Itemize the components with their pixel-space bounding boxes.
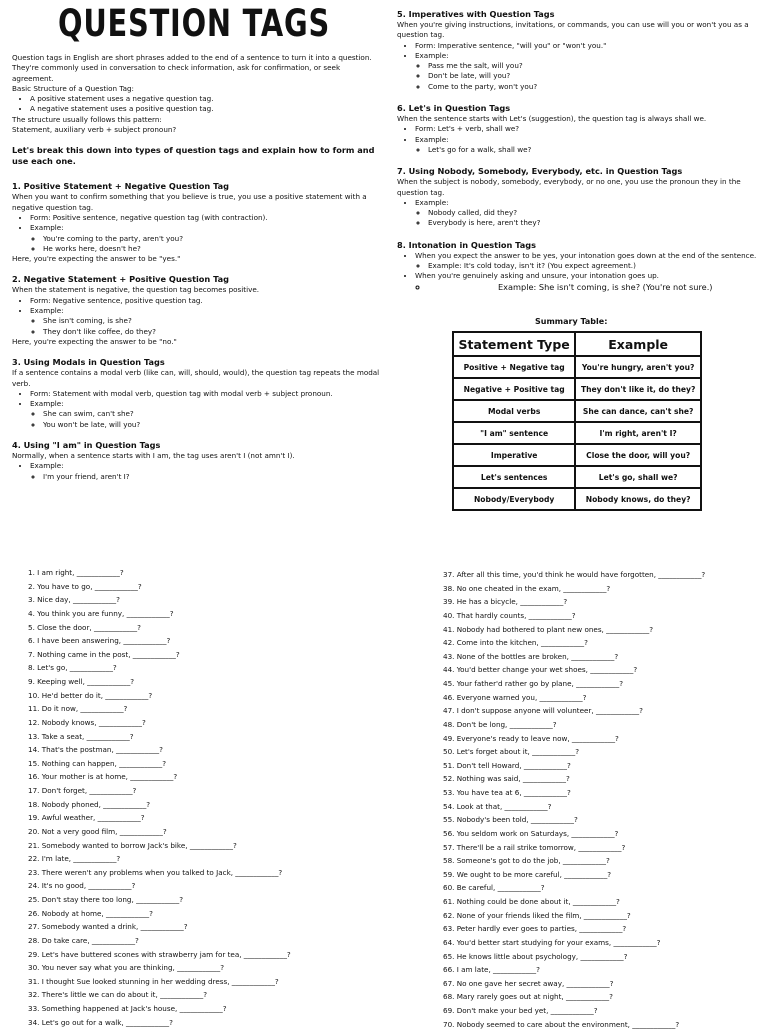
table-cell: Close the door, will you? [575,444,701,466]
exercise-item: 26. Nobody at home, ____________? [28,908,153,918]
exercise-item: 69. Don't make your bed yet, ____________? [443,1006,598,1015]
section-note: Here, you're expecting the answer to be "no." [12,336,177,346]
example-label [30,223,380,254]
example-item: ◦ Example: It's cold today, isn't it? (You expect agreement.) [428,261,762,271]
exercise-item: 44. You'd better change your wet shoes, ____________? [443,665,638,675]
table-row [453,422,701,444]
list-item: • A negative statement uses a positive question tag. [30,104,380,114]
example-list [415,61,762,92]
exercise-item: 39. He has a bicycle, ____________? [443,597,568,607]
section-description: When you're giving instructions, invitations, or commands, you can use will you or won't you as a question tag. [397,20,749,40]
table-cell: Let's sentences [453,466,575,488]
list-item [415,251,762,272]
exercise-item: 41. Nobody had bothered to plant new ones, ____________? [443,624,654,634]
table-cell: Imperative [453,444,575,466]
exercise-list-left [28,566,291,1029]
example-text: Example: [415,134,449,144]
example-item: ◦ He works here, doesn't he? [43,244,380,254]
section-description: When the subject is nobody, somebody, everybody, or no one, you use the pronoun they in the question tag. [397,177,741,197]
exercise-item: 65. He knows little about psychology, ____________? [443,951,628,961]
exercise-item: 18. Nobody phoned, ____________? [28,799,151,809]
exercise-item: 24. It's no good, ____________? [28,881,136,891]
exercise-item: 67. No one gave her secret away, ____________? [443,978,614,988]
table-cell: Negative + Positive tag [453,378,575,400]
table-row [453,444,701,466]
example-text: Example: [30,223,64,233]
form-item: • Form: Statement with modal verb, question tag with modal verb + subject pronoun. [30,389,380,399]
left-column [12,53,380,482]
example-text: Example: [415,197,449,207]
exercise-item: 13. Take a seat, ____________? [28,731,134,741]
section-list [12,213,380,254]
exercise-item: 9. Keeping well, ____________? [28,677,135,686]
example-item: ◦ Nobody called, did they? [428,208,762,218]
example-label [30,306,380,337]
section-heading-7: 7. Using Nobody, Somebody, Everybody, etc. in Question Tags [397,166,683,177]
exercise-item: 8. Let's go, ____________? [28,663,117,673]
table-header-cell: Statement Type [453,332,575,356]
exercise-item: 38. No one cheated in the exam, ____________? [443,583,611,593]
exercise-item: 59. We ought to be more careful, ____________? [443,869,612,879]
table-header-cell: Example [575,332,701,356]
form-item: • Form: Let's + verb, shall we? [415,124,762,134]
example-item: ◦ Let's go for a walk, shall we? [428,145,762,155]
exercise-item: 3. Nice day, ____________? [28,595,120,605]
section-heading-1: 1. Positive Statement + Negative Question Tag [12,181,230,192]
table-cell: Nobody/Everybody [453,488,575,510]
intonation-down-text: When you expect the answer to be yes, your intonation goes down at the end of the sentence. [415,250,757,260]
example-item: ◦ Everybody is here, aren't they? [428,218,762,228]
section-description: When the statement is negative, the question tag becomes positive. [12,285,260,295]
exercise-item: 7. Nothing came in the post, ____________? [28,649,180,659]
exercise-item: 43. None of the bottles are broken, ____________? [443,651,619,661]
exercise-item: 54. Look at that, ____________? [443,801,552,811]
example-item: ◦ She can swim, can't she? [43,409,380,419]
exercise-item: 48. Don't be long, ____________? [443,719,557,729]
example-list [30,234,380,255]
exercise-item: 19. Awful weather, ____________? [28,813,145,823]
exercise-item: 23. There weren't any problems when you talked to Jack, ____________? [28,867,283,877]
table-cell: Positive + Negative tag [453,356,575,378]
exercise-item: 30. You never say what you are thinking, ____________? [28,963,225,973]
exercise-item: 15. Nothing can happen, ____________? [28,758,167,768]
exercise-item: 52. Nothing was said, ____________? [443,774,570,784]
exercise-item: 55. Nobody's been told, ____________? [443,815,578,825]
example-text: Example: [30,399,64,409]
exercise-item: 46. Everyone warned you, ____________? [443,692,587,702]
example-item: ◦ You won't be late, will you? [43,420,380,430]
example-list [415,261,762,271]
example-item: ◦ Don't be late, will you? [428,71,762,81]
exercise-item: 60. Be careful, ____________? [443,883,545,893]
summary-caption: Summary Table: [535,317,608,326]
right-column [397,9,762,292]
exercise-item: 17. Don't forget, ____________? [28,786,137,795]
example-list [30,409,380,430]
pattern-formula: Statement, auxiliary verb + subject pronoun? [12,125,177,135]
section-list [12,296,380,337]
exercise-item: 68. Mary rarely goes out at night, ____________? [443,992,613,1002]
example-label [30,399,380,430]
table-row [453,356,701,378]
table-header-row [453,332,701,356]
example-list [415,282,762,292]
exercise-item: 45. Your father'd rather go by plane, ____________? [443,679,624,688]
exercise-item: 20. Not a very good film, ____________? [28,826,167,836]
exercise-item: 4. You think you are funny, ____________? [28,608,174,618]
breakdown-note: Let's break this down into types of question tags and explain how to form and use each one. [12,145,375,167]
form-item: • Form: Imperative sentence, "will you" or "won't you." [415,41,762,51]
exercise-item: 51. Don't tell Howard, ____________? [443,760,571,770]
exercise-item: 29. Let's have buttered scones with strawberry jam for tea, ____________? [28,949,291,959]
exercise-item: 25. Don't stay there too long, ____________? [28,895,184,904]
exercise-item: 66. I am late, ____________? [443,965,540,975]
page-title: QUESTION TAGS [58,2,331,45]
example-item: ◦ Come to the party, won't you? [428,82,762,92]
section-heading-6: 6. Let's in Question Tags [397,103,511,114]
exercise-item: 33. Something happened at Jack's house, ____________? [28,1004,227,1013]
exercise-item: 6. I have been answering, ____________? [28,636,171,646]
example-text: Example: [415,50,449,60]
exercise-item: 57. There'll be a rail strike tomorrow, ____________? [443,842,626,852]
exercise-item: 56. You seldom work on Saturdays, ____________? [443,828,619,838]
exercise-item: 37. After all this time, you'd think he would have forgotten, ____________? [443,570,706,579]
exercise-item: 27. Somebody wanted a drink, ____________? [28,922,188,932]
exercise-item: 10. He'd better do it, ____________? [28,690,153,700]
exercise-item: 31. I thought Sue looked stunning in her wedding dress, ____________? [28,976,279,986]
example-list [30,472,380,482]
exercise-item: 50. Let's forget about it, ____________? [443,747,580,757]
example-text: Example: [30,306,64,316]
exercise-item: 32. There's little we can do about it, ____________? [28,990,208,1000]
list-item [415,271,762,292]
exercise-item: 11. Do it now, ____________? [28,704,128,714]
section-list [12,389,380,430]
section-note: Here, you're expecting the answer to be "yes." [12,254,181,264]
example-label [30,461,380,482]
intro-paragraph: Question tags in English are short phrases added to the end of a sentence to turn it into a question. They're commonly used in conversation to check information, ask for confirmation, or seek agreement. [12,53,372,83]
exercise-item: 40. That hardly counts, ____________? [443,610,576,620]
exercise-item: 14. That's the postman, ____________? [28,745,163,755]
exercise-list-right [443,568,705,1031]
exercise-item: 5. Close the door, ____________? [28,622,141,632]
basic-structure-label: Basic Structure of a Question Tag: [12,83,134,93]
exercise-item: 34. Let's go out for a walk, ____________? [28,1017,173,1027]
example-list [415,145,762,155]
example-text: Example: [30,461,64,471]
table-cell: Modal verbs [453,400,575,422]
exercise-item: 62. None of your friends liked the film, ____________? [443,910,631,920]
section-description: When the sentence starts with Let's (suggestion), the question tag is always shall we. [397,114,707,124]
example-item: ◦ She isn't coming, is she? [43,316,380,326]
summary-table [452,331,702,511]
example-list [415,208,762,229]
section-heading-4: 4. Using "I am" in Question Tags [12,440,161,451]
table-cell: "I am" sentence [453,422,575,444]
exercise-item: 61. Nothing could be done about it, ____________? [443,897,620,906]
table-row [453,488,701,510]
example-label [415,135,762,156]
exercise-item: 42. Come into the kitchen, ____________? [443,638,588,648]
example-item: ◦ They don't like coffee, do they? [43,327,380,337]
table-row [453,378,701,400]
exercise-item: 63. Peter hardly ever goes to parties, ____________? [443,924,627,934]
intonation-up-text: When you're genuinely asking and unsure, your intonation goes up. [415,271,659,281]
section-list [397,41,762,92]
section-description: When you want to confirm something that you believe is true, you use a positive statement with a negative question tag. [12,192,367,212]
example-item: ◦ Pass me the salt, will you? [428,61,762,71]
exercise-item: 70. Nobody seemed to care about the environment, ____________? [443,1019,680,1029]
section-list [397,198,762,229]
list-item: • A positive statement uses a negative question tag. [30,94,380,104]
section-description: Normally, when a sentence starts with I am, the tag uses aren't I (not amn't I). [12,451,295,461]
example-list [30,316,380,337]
exercise-item: 1. I am right, ____________? [28,568,124,577]
exercise-item: 64. You'd better start studying for your exams, ____________? [443,937,661,947]
exercise-item: 22. I'm late, ____________? [28,854,121,864]
table-cell: I'm right, aren't I? [575,422,701,444]
section-list [397,124,762,155]
pattern-intro: The structure usually follows this pattern: [12,114,162,124]
example-item: ◦ Example: She isn't coming, is she? (You're not sure.) [428,282,762,292]
basic-structure-list [12,94,380,115]
example-item: ◦ You're coming to the party, aren't you? [43,234,380,244]
exercise-item: 47. I don't suppose anyone will volunteer, ____________? [443,706,643,716]
exercise-item: 58. Someone's got to do the job, ____________? [443,856,610,866]
exercise-item: 21. Somebody wanted to borrow Jack's bike, ____________? [28,840,237,850]
section-heading-3: 3. Using Modals in Question Tags [12,357,165,368]
section-description: If a sentence contains a modal verb (like can, will, should, would), the question tag repeats the modal verb. [12,368,380,388]
table-row [453,466,701,488]
exercise-item: 16. Your mother is at home, ____________? [28,772,178,782]
table-row [453,400,701,422]
example-label [415,198,762,229]
exercise-item: 2. You have to go, ____________? [28,581,142,591]
exercise-item: 12. Nobody knows, ____________? [28,717,146,727]
form-item: • Form: Negative sentence, positive question tag. [30,296,380,306]
table-cell: You're hungry, aren't you? [575,356,701,378]
table-cell: She can dance, can't she? [575,400,701,422]
table-cell: Nobody knows, do they? [575,488,701,510]
section-list [12,461,380,482]
exercise-item: 28. Do take care, ____________? [28,935,139,945]
section-list [397,251,762,292]
section-heading-5: 5. Imperatives with Question Tags [397,9,555,19]
form-item: • Form: Positive sentence, negative question tag (with contraction). [30,213,380,223]
section-heading-8: 8. Intonation in Question Tags [397,239,536,250]
example-label [415,51,762,92]
table-cell: They don't like it, do they? [575,378,701,400]
table-cell: Let's go, shall we? [575,466,701,488]
section-heading-2: 2. Negative Statement + Positive Question Tag [12,274,230,285]
example-item: ◦ I'm your friend, aren't I? [43,472,380,482]
exercise-item: 49. Everyone's ready to leave now, ____________? [443,733,619,743]
exercise-item: 53. You have tea at 6, ____________? [443,788,571,797]
